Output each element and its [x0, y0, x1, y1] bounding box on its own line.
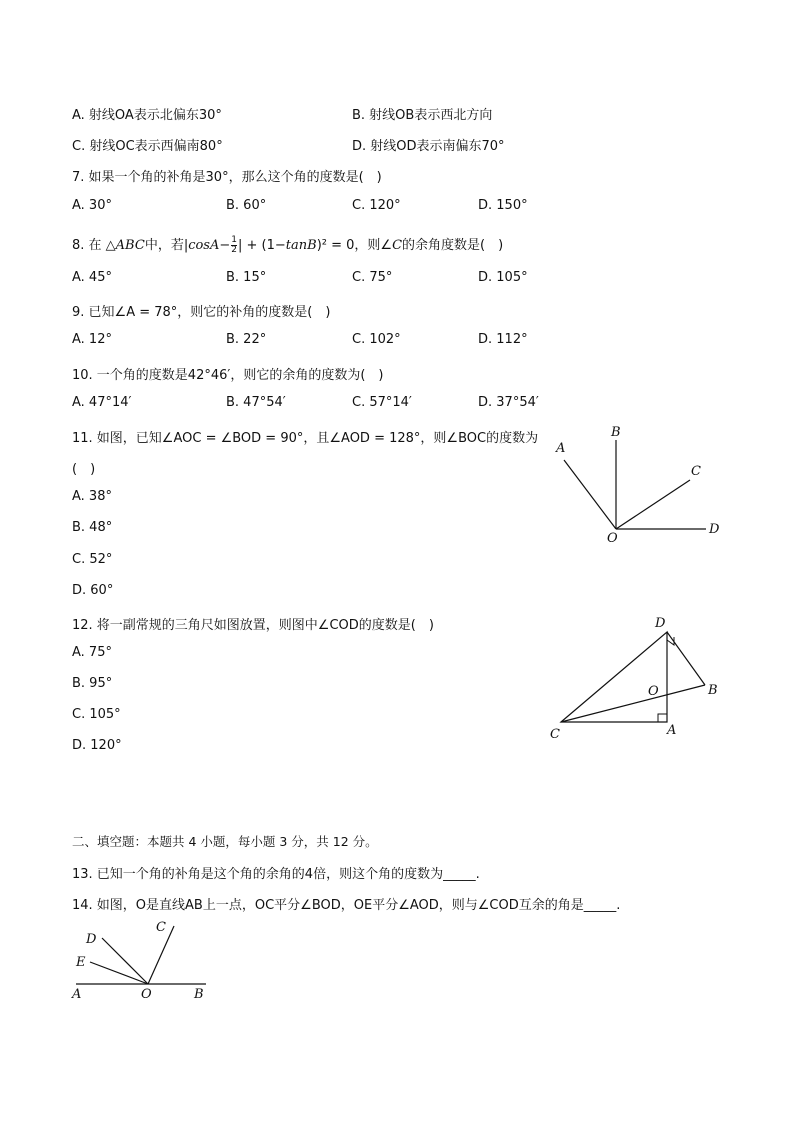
q12-stem: 12. 将一副常规的三角尺如图放置，则图中∠COD的度数是( ) [72, 618, 434, 633]
q7-stem: 7. 如果一个角的补角是30°，那么这个角的度数是( ) [72, 170, 382, 185]
q8-frac-den: 2 [231, 245, 237, 255]
q8-tan: tanB [285, 238, 317, 253]
q11-option-c: C. 52° [72, 552, 113, 567]
q11-label-d: D [709, 522, 720, 537]
q8-option-d: D. 105° [478, 270, 528, 285]
q12-option-a: A. 75° [72, 645, 112, 660]
q11-ray-oc [616, 480, 690, 529]
q11-label-a: A [556, 441, 566, 456]
q12-option-b: B. 95° [72, 676, 113, 691]
q8-abc: ABC [115, 238, 145, 253]
q9-option-a: A. 12° [72, 332, 112, 347]
q8-cos: cosA− [188, 238, 231, 253]
q12-label-c: C [550, 727, 560, 742]
q12-figure [540, 610, 730, 745]
q6-option-a: A. 射线OA表示北偏东30° [72, 108, 222, 123]
q14-label-a: A [72, 987, 82, 1002]
q13-stem: 13. 已知一个角的补角是这个角的余角的4倍，则这个角的度数为_____. [72, 867, 480, 882]
q14-label-e: E [76, 955, 86, 970]
q10-option-d: D. 37°54′ [478, 395, 539, 410]
q8-option-b: B. 15° [226, 270, 267, 285]
q8-fraction [231, 236, 237, 255]
q11-stem: 11. 如图，已知∠AOC = ∠BOD = 90°，且∠AOD = 128°，则∠BOC的度数为 [72, 431, 539, 446]
q7-option-d: D. 150° [478, 198, 528, 213]
q12-option-d: D. 120° [72, 738, 122, 753]
q7-option-a: A. 30° [72, 198, 112, 213]
q9-stem: 9. 已知∠A = 78°，则它的补角的度数是( ) [72, 305, 331, 320]
q8-option-c: C. 75° [352, 270, 393, 285]
q9-option-b: B. 22° [226, 332, 267, 347]
q9-option-d: D. 112° [478, 332, 528, 347]
q11-label-o: O [607, 531, 618, 546]
q10-option-b: B. 47°54′ [226, 395, 286, 410]
q10-option-a: A. 47°14′ [72, 395, 132, 410]
q8-stem [72, 234, 503, 255]
q7-option-b: B. 60° [226, 198, 267, 213]
q12-segment-db [667, 632, 705, 685]
q6-option-d: D. 射线OD表示南偏东70° [352, 139, 505, 154]
q12-label-a: A [667, 723, 677, 738]
q8-frac-num: 1 [231, 235, 237, 245]
q11-label-b: B [611, 425, 621, 440]
q14-ray-od [102, 938, 148, 984]
q11-ray-oa [564, 460, 616, 529]
q14-label-o: O [141, 987, 152, 1002]
q14-figure [64, 912, 224, 1004]
q14-stem: 14. 如图，O是直线AB上一点，OC平分∠BOD，OE平分∠AOD，则与∠COD互余的角是_____. [72, 898, 621, 913]
q12-option-c: C. 105° [72, 707, 121, 722]
q14-label-c: C [156, 920, 166, 935]
q14-label-b: B [194, 987, 204, 1002]
q6-option-b: B. 射线OB表示西北方向 [352, 108, 493, 123]
q8-prefix: 8. 在 △ [72, 238, 116, 253]
q12-label-d: D [655, 616, 666, 631]
q11-paren: ( ) [72, 462, 96, 477]
q11-option-b: B. 48° [72, 520, 113, 535]
q11-option-d: D. 60° [72, 583, 114, 598]
q12-label-o: O [648, 684, 659, 699]
q11-label-c: C [691, 464, 701, 479]
q11-option-a: A. 38° [72, 489, 112, 504]
q12-right-angle-a [658, 714, 667, 722]
q6-option-c: C. 射线OC表示西偏南80° [72, 139, 223, 154]
q8-tail: )² = 0，则∠ [316, 238, 393, 253]
q8-option-a: A. 45° [72, 270, 112, 285]
q14-label-d: D [86, 932, 97, 947]
section-heading: 二、填空题：本题共 4 小题，每小题 3 分，共 12 分。 [72, 834, 378, 849]
q12-label-b: B [708, 683, 718, 698]
q7-option-c: C. 120° [352, 198, 401, 213]
q9-option-c: C. 102° [352, 332, 401, 347]
q10-option-c: C. 57°14′ [352, 395, 412, 410]
q10-stem: 10. 一个角的度数是42°46′，则它的余角的度数为( ) [72, 368, 384, 383]
q8-c: C [392, 238, 403, 253]
q8-mid: 中，若| [144, 238, 189, 253]
q14-ray-oe [90, 962, 148, 984]
q8-rest: | + (1− [238, 238, 286, 253]
q8-end: 的余角度数是( ) [402, 238, 504, 253]
q11-figure [540, 418, 740, 548]
